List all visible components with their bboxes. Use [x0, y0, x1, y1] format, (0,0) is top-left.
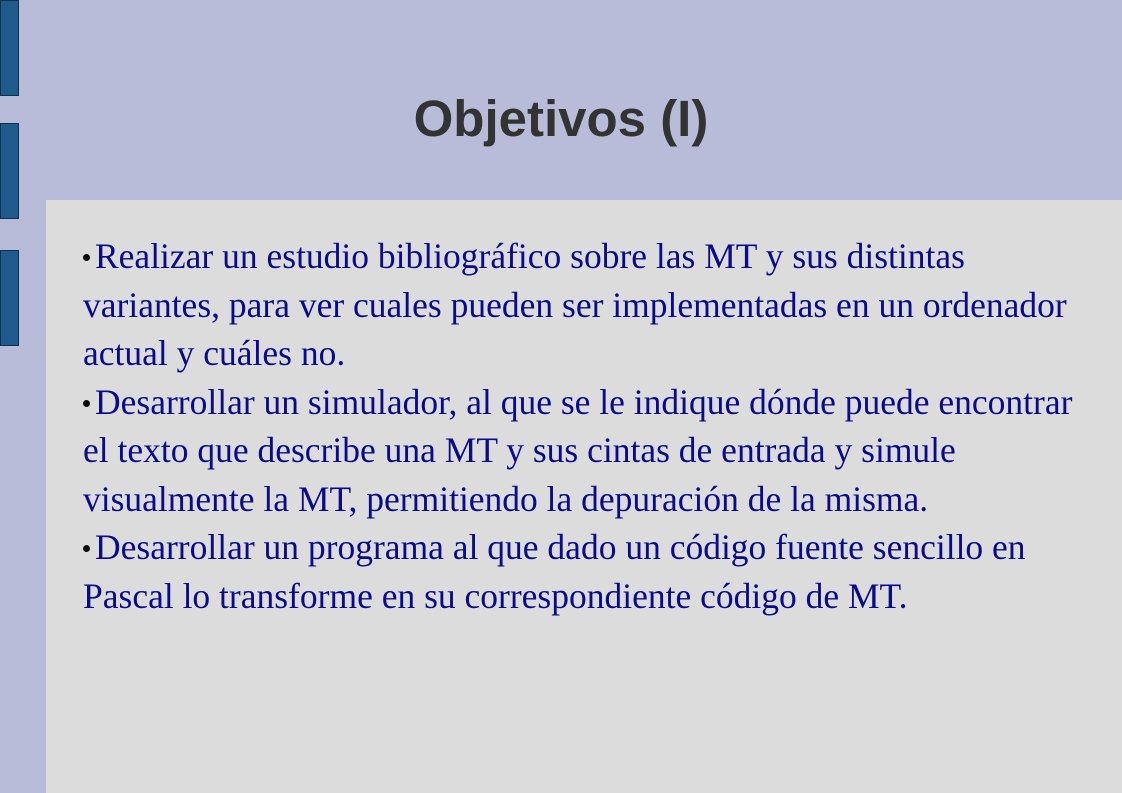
bullet-text: Desarrollar un programa al que dado un código fuente sencillo en Pascal lo transforme en su correspondiente código de MT.: [83, 527, 1026, 616]
bullet-dot-icon: [83, 400, 90, 407]
bullet-item: [83, 232, 1103, 378]
bullet-text: Realizar un estudio bibliográfico sobre las MT y sus distintas variantes, para ver cuales pueden ser implementadas en un ordenador actual y cuáles no.: [83, 236, 1067, 373]
side-decoration-bar-top: [0, 0, 19, 96]
bullet-item: [83, 378, 1103, 524]
bullet-text: Desarrollar un simulador, al que se le indique dónde puede encontrar el texto que describe una MT y sus cintas de entrada y simule visualmente la MT, permitiendo la depuración de la misma.: [83, 381, 1073, 519]
content-panel: [46, 200, 1122, 793]
bullet-item: [83, 523, 1103, 620]
bullet-dot-icon: [83, 545, 90, 552]
bullet-dot-icon: [83, 254, 90, 261]
slide-title: Objetivos (I): [413, 90, 709, 147]
side-decoration-bar-bottom: [0, 250, 19, 346]
bullet-list: [83, 232, 1103, 620]
